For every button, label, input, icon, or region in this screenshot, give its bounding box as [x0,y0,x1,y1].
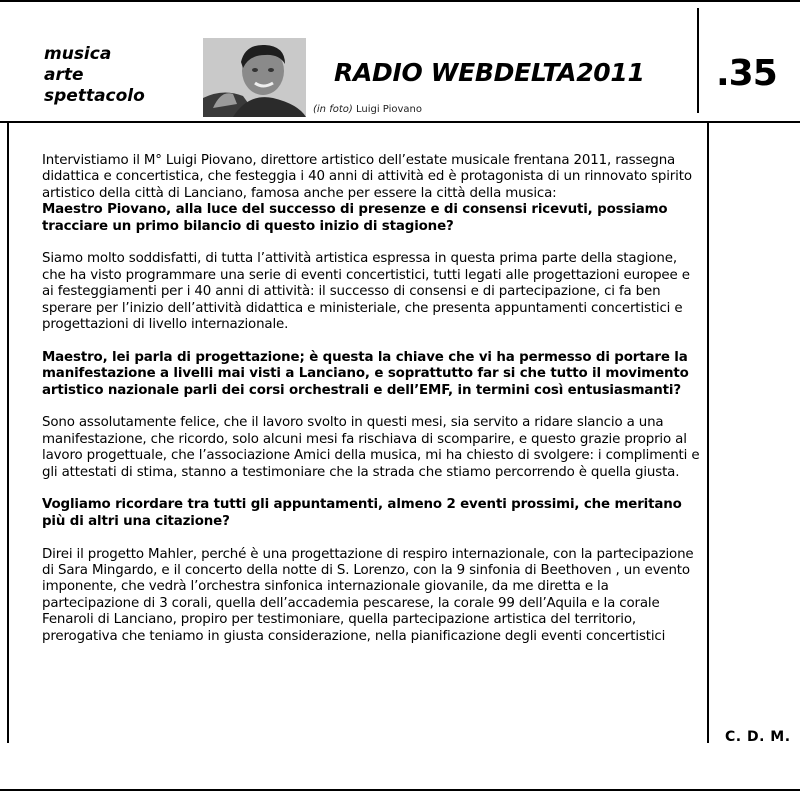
header-bottom-rule [0,121,800,123]
top-rule [0,0,800,2]
article-intro: Intervistiamo il M° Luigi Piovano, direttore artistico dell’estate musicale frentana 2011, rassegna didattica e concertistica, che festeggia i 40 anni di attività ed è protagonista di un rinnovato spirito artistico della città di Lanciano, famosa anche per essere la città della musica: [42,153,692,201]
article-body [42,153,702,662]
question-1: Maestro Piovano, alla luce del successo di presenze e di consensi ricevuti, possiamo tracciare un primo bilancio di questo inizio di stagione? [42,202,668,234]
question-2: Maestro, lei parla di progettazione; è questa la chiave che vi ha permesso di portare la manifestazione a livelli mai visti a Lanciano, e soprattutto far si che tutto il movimento artistico nazionale parli dei corsi orchestrali e dell’EMF, in termini così entusiasmanti? [42,349,689,398]
right-margin-rule [707,123,709,743]
page-number: .35 [716,53,777,94]
left-margin-rule [7,123,9,743]
section-line-music: musica [44,44,112,64]
magazine-title: RADIO WEBDELTA2011 [334,58,645,87]
answer-2: Sono assolutamente felice, che il lavoro svolto in questi mesi, sia servito a ridare slancio a una manifestazione, che ricordo, solo alcuni mesi fa rischiava di scomparire, e questo grazie proprio al lavoro progettuale, che l’associazione Amici della musica, mi ha chiesto di svolgere: i complimenti e gli attestati di stima, stanno a testimoniare che la strada che stiamo percorrendo è quella giusta. [42,415,700,480]
section-line-show: spettacolo [44,86,145,106]
answer-3: Direi il progetto Mahler, perché è una progettazione di respiro internazionale, con la partecipazione di Sara Mingardo, e il concerto della notte di S. Lorenzo, con la 9 sinfonia di Beethoven , un evento imponente, che vedrà l’orchestra sinfonica internazionale giovanile, da me diretta e la partecipazione di 3 corali, quella dell’accademia pescarese, la corale 99 dell’Aquila e la corale Fenaroli di Lanciano, propiro per testimoniare, quella partecipazione artistica del territorio, prerogativa che teniamo in giusta considerazione, nella pianificazione degli eventi concertistici [42,546,694,644]
section-label [44,44,145,107]
caption-name: Luigi Piovano [355,104,422,115]
answer-1: Siamo molto soddisfatti, di tutta l’attività artistica espressa in questa prima parte della stagione, che ha visto programmare una serie di eventi concertistici, tutti legati alle progettazioni europee e ai festeggiamenti per i 40 anni di attività: il successo di consensi e di partecipazione, ci fa ben sperare per l’inizio dell’attività didattica e ministeriale, che presenta appuntamenti concertistici e progettazioni di livello internazionale. [42,251,690,333]
portrait-photo [203,38,306,117]
author-signature: C. D. M. [725,729,791,745]
section-line-art: arte [44,65,84,85]
bottom-rule [0,789,800,791]
question-3: Vogliamo ricordare tra tutti gli appuntamenti, almeno 2 eventi prossimi, che meritano più di altri una citazione? [42,497,682,529]
page-number-divider [697,8,699,113]
photo-caption [313,104,422,115]
caption-prefix: (in foto) [313,104,353,115]
